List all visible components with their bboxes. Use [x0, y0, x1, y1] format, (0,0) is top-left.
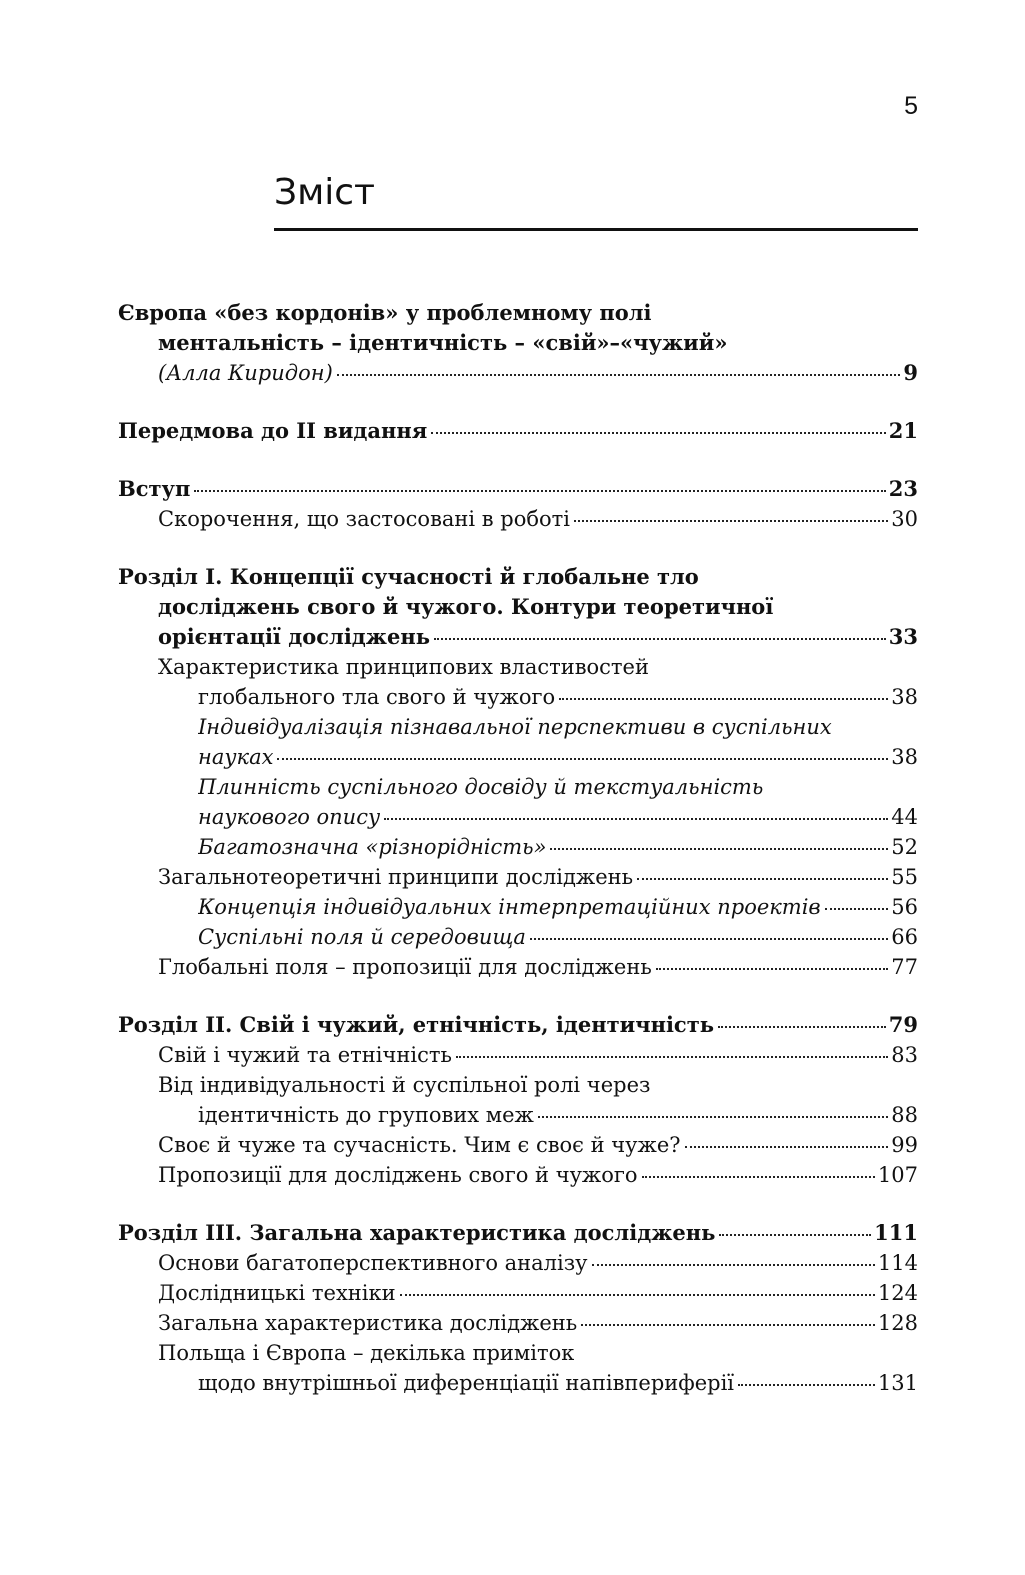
toc-entry-title: щодо внутрішньої диференціації напівпериферії [198, 1371, 735, 1395]
toc-entry-title: (Алла Киридон) [158, 361, 333, 385]
dot-leader [434, 638, 886, 640]
toc-entry[interactable] [118, 1248, 918, 1278]
dot-leader [718, 1026, 886, 1028]
title-underline [274, 228, 918, 231]
toc-entry-title: Польща і Європа – декілька приміток [158, 1341, 575, 1365]
toc-entry[interactable] [118, 1010, 918, 1040]
toc-entry[interactable] [118, 682, 918, 712]
toc-entry[interactable] [118, 1160, 918, 1190]
toc-entry[interactable] [118, 1130, 918, 1160]
toc-page-number: 23 [888, 476, 918, 501]
toc-entry-title: Європа «без кордонів» у проблемному полі [118, 300, 652, 325]
toc-entry[interactable] [118, 892, 918, 922]
toc-entry-title: Розділ ІІ. Свій і чужий, етнічність, ідентичність [118, 1012, 714, 1037]
toc-page-number: 77 [891, 955, 918, 979]
toc-entry[interactable] [118, 1278, 918, 1308]
toc-entry-title: Пропозиції для досліджень свого й чужого [158, 1163, 638, 1187]
toc-entry-title: Розділ ІІІ. Загальна характеристика досліджень [118, 1220, 716, 1245]
toc-entry[interactable] [118, 416, 918, 446]
dot-leader [194, 490, 885, 492]
toc-section [118, 474, 918, 534]
toc-section [118, 1218, 918, 1398]
toc-entry-continued [118, 712, 918, 742]
toc-page-number: 33 [888, 624, 918, 649]
toc-entry[interactable] [118, 474, 918, 504]
dot-leader [530, 938, 888, 940]
toc-entry-continued [118, 772, 918, 802]
toc-page-number: 44 [891, 805, 918, 829]
toc-entry-title: Вступ [118, 476, 191, 501]
toc-entry[interactable] [118, 802, 918, 832]
toc-entry[interactable] [118, 742, 918, 772]
toc-entry[interactable] [118, 862, 918, 892]
toc-page-number: 114 [877, 1251, 918, 1275]
toc-page-number: 38 [891, 745, 918, 769]
toc-entry-continued [118, 592, 918, 622]
dot-leader [431, 432, 885, 434]
dot-leader [574, 520, 888, 522]
toc-page-number: 30 [891, 507, 918, 531]
toc-entry-title: Індивідуалізація пізнавальної перспективи в суспільних [198, 715, 832, 739]
toc-entry[interactable] [118, 922, 918, 952]
toc-section [118, 562, 918, 982]
toc-entry[interactable] [118, 1218, 918, 1248]
dot-leader [559, 698, 888, 700]
toc-section [118, 1010, 918, 1190]
toc-page-number: 38 [891, 685, 918, 709]
toc-entry[interactable] [118, 358, 918, 388]
toc-entry-continued [118, 562, 918, 592]
toc-page-number: 99 [891, 1133, 918, 1157]
toc-page-number: 111 [874, 1220, 918, 1245]
toc-entry[interactable] [118, 1368, 918, 1398]
toc-entry-title: наукового опису [198, 805, 381, 829]
toc-page-number: 52 [891, 835, 918, 859]
page-number: 5 [904, 92, 918, 120]
toc-entry-title: Скорочення, що застосовані в роботі [158, 507, 571, 531]
toc-entry-title: Від індивідуальності й суспільної ролі через [158, 1073, 651, 1097]
toc-page-number: 83 [891, 1043, 918, 1067]
dot-leader [642, 1176, 875, 1178]
toc-entry-title: Основи багатоперспективного аналізу [158, 1251, 588, 1275]
toc-entry-continued [118, 328, 918, 358]
dot-leader [738, 1384, 875, 1386]
dot-leader [656, 968, 888, 970]
toc-entry-continued [118, 1338, 918, 1368]
dot-leader [637, 878, 888, 880]
toc-entry-title: глобального тла свого й чужого [198, 685, 556, 709]
page-title: Зміст [274, 172, 376, 213]
toc-entry-title: Свій і чужий та етнічність [158, 1043, 452, 1067]
toc-page-number: 107 [877, 1163, 918, 1187]
toc-page-number: 66 [891, 925, 918, 949]
dot-leader [592, 1264, 875, 1266]
toc-page-number: 55 [891, 865, 918, 889]
toc-entry-title: Глобальні поля – пропозиції для досліджень [158, 955, 652, 979]
toc-entry[interactable] [118, 832, 918, 862]
toc-entry-continued [118, 1070, 918, 1100]
dot-leader [384, 818, 888, 820]
toc-entry[interactable] [118, 622, 918, 652]
toc-entry-title: Розділ І. Концепції сучасності й глобальне тло [118, 564, 699, 589]
toc-entry-title: орієнтації досліджень [158, 624, 430, 649]
toc-entry[interactable] [118, 1040, 918, 1070]
toc-page-number: 9 [903, 360, 918, 385]
toc-entry-title: досліджень свого й чужого. Контури теоретичної [158, 594, 774, 619]
dot-leader [719, 1234, 871, 1236]
toc-entry-title: Загальнотеоретичні принципи досліджень [158, 865, 634, 889]
toc-entry-title: ідентичність до групових меж [198, 1103, 534, 1127]
toc-entry-title: Загальна характеристика досліджень [158, 1311, 578, 1335]
toc-entry-continued [118, 652, 918, 682]
toc-entry-title: Плинність суспільного досвіду й текстуальність [198, 775, 764, 799]
toc-entry-title: Характеристика принципових властивостей [158, 655, 649, 679]
toc-entry[interactable] [118, 952, 918, 982]
toc-entry-continued [118, 298, 918, 328]
toc-entry[interactable] [118, 1100, 918, 1130]
toc-entry-title: ментальність – ідентичність – «свій»–«чужий» [158, 330, 728, 355]
toc-entry[interactable] [118, 504, 918, 534]
toc-entry-title: Своє й чуже та сучасність. Чим є своє й чуже? [158, 1133, 681, 1157]
toc-page-number: 79 [888, 1012, 918, 1037]
dot-leader [581, 1324, 875, 1326]
dot-leader [550, 848, 888, 850]
toc-entry-title: Передмова до ІІ видання [118, 418, 428, 443]
toc-entry-title: Дослідницькі техніки [158, 1281, 396, 1305]
toc-page-number: 131 [877, 1371, 918, 1395]
toc-page-number: 124 [877, 1281, 918, 1305]
dot-leader [538, 1116, 888, 1118]
dot-leader [456, 1056, 888, 1058]
dot-leader [825, 908, 889, 910]
toc-page-number: 21 [888, 418, 918, 443]
dot-leader [337, 374, 901, 376]
toc-page-number: 88 [891, 1103, 918, 1127]
table-of-contents [118, 298, 918, 1426]
toc-section [118, 416, 918, 446]
toc-section [118, 298, 918, 388]
dot-leader [400, 1294, 875, 1296]
toc-page-number: 56 [891, 895, 918, 919]
dot-leader [685, 1146, 889, 1148]
toc-entry-title: Концепція індивідуальних інтерпретаційних проектів [198, 895, 821, 919]
toc-page-number: 128 [877, 1311, 918, 1335]
dot-leader [277, 758, 888, 760]
toc-entry-title: Багатозначна «різнорідність» [198, 835, 547, 859]
toc-entry[interactable] [118, 1308, 918, 1338]
toc-entry-title: Суспільні поля й середовища [198, 925, 526, 949]
toc-entry-title: науках [198, 745, 274, 769]
